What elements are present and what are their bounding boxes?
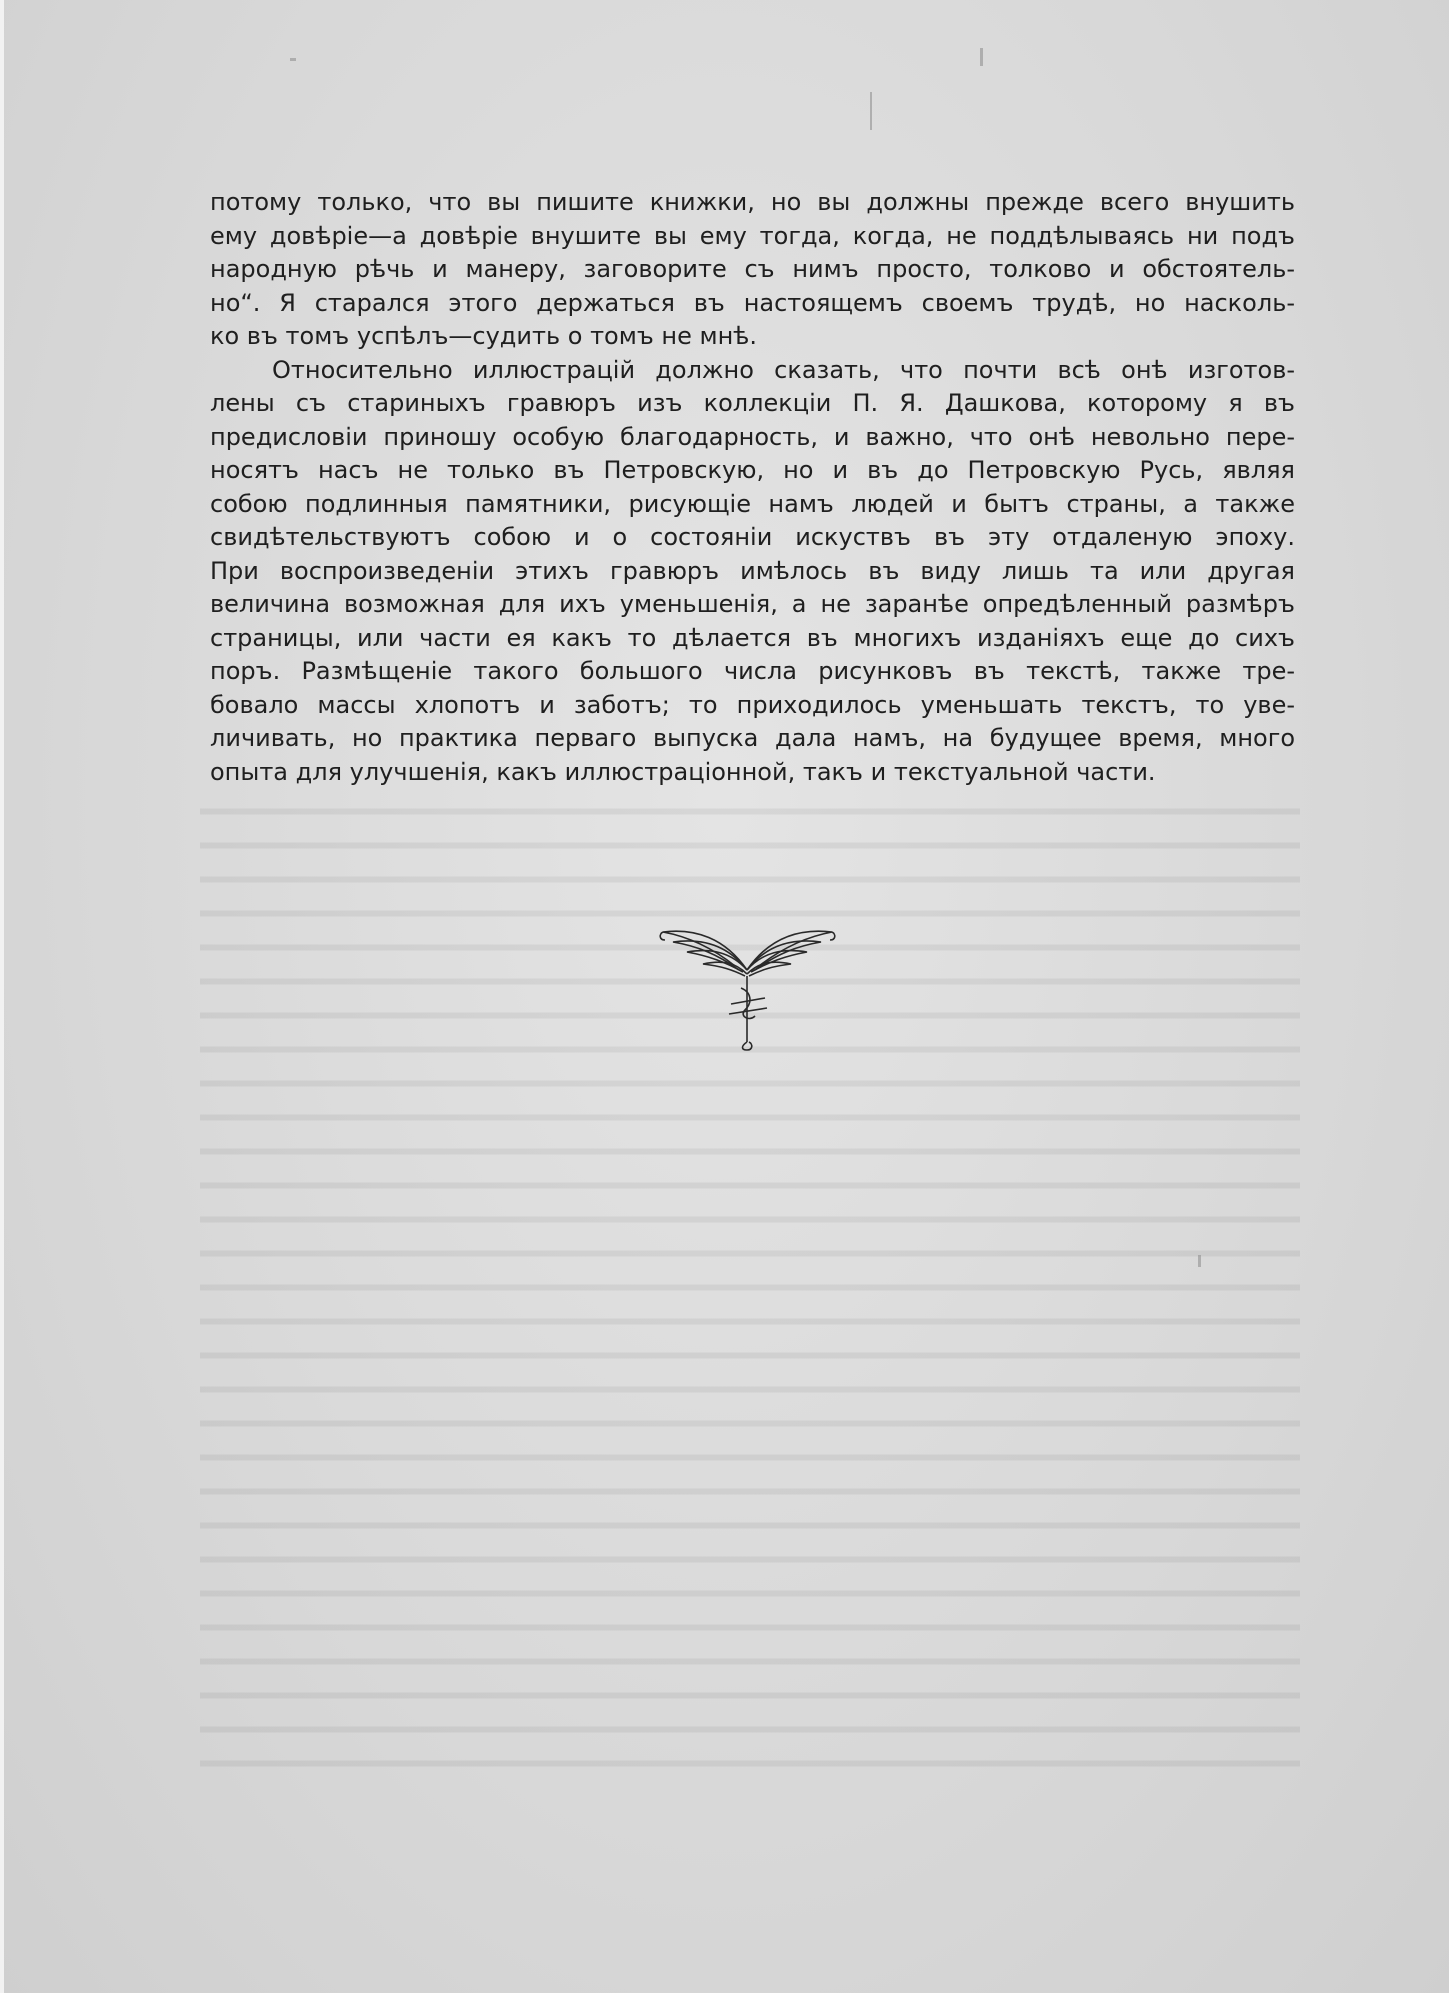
text-line: свидѣтельствуютъ собою и о состояніи искуствъ въ эту отдаленую эпоху. xyxy=(210,523,1295,551)
paragraph-1 xyxy=(210,186,1295,354)
text-line: личивать, но практика перваго выпуска дала намъ, на будущее время, много xyxy=(210,724,1295,752)
text-line: лены съ стариныхъ гравюръ изъ коллекціи П. Я. Дашкова, которому я въ xyxy=(210,389,1295,417)
text-line: народную рѣчь и манеру, заговорите съ нимъ просто, толково и обстоятель- xyxy=(210,255,1295,283)
text-line: Относительно иллюстрацій должно сказать, что почти всѣ онѣ изготов- xyxy=(272,355,1295,384)
text-line: ему довѣріе—а довѣріе внушите вы ему тогда, когда, не поддѣлываясь ни подъ xyxy=(210,221,1295,250)
text-line: предисловіи приношу особую благодарность, и важно, что онѣ невольно пере- xyxy=(210,422,1295,451)
paper-speck xyxy=(870,92,872,130)
paper-speck xyxy=(980,48,983,66)
text-line: поръ. Размѣщеніе такого большого числа рисунковъ въ текстѣ, также тре- xyxy=(210,657,1295,685)
paragraph-2 xyxy=(210,354,1295,790)
text-line: собою подлинныя памятники, рисующіе намъ людей и бытъ страны, а также xyxy=(210,489,1295,518)
text-line: ко въ томъ успѣлъ—судить о томъ не мнѣ. xyxy=(210,322,758,350)
text-line: потому только, что вы пишите книжки, но вы должны прежде всего внушить xyxy=(210,188,1295,216)
text-line: но“. Я старался этого держаться въ настоящемъ своемъ трудѣ, но насколь- xyxy=(210,288,1295,317)
text-line: носятъ насъ не только въ Петровскую, но и въ до Петровскую Русь, являя xyxy=(210,456,1295,484)
decorative-ornament-icon xyxy=(655,918,840,1053)
text-line: При воспроизведеніи этихъ гравюръ имѣлось въ виду лишь та или другая xyxy=(210,556,1295,585)
page-edge xyxy=(0,0,4,1993)
text-line: величина возможная для ихъ уменьшенія, а не заранѣе опредѣленный размѣръ xyxy=(210,590,1295,618)
body-text xyxy=(210,186,1295,789)
text-line: страницы, или части ея какъ то дѣлается въ многихъ изданіяхъ еще до сихъ xyxy=(210,623,1295,652)
paper-speck xyxy=(1198,1255,1201,1267)
paper-speck xyxy=(290,58,296,61)
text-line: опыта для улучшенія, какъ иллюстраціонной, такъ и текстуальной части. xyxy=(210,757,1156,786)
text-line: бовало массы хлопотъ и заботъ; то приходилось уменьшать текстъ, то уве- xyxy=(210,690,1295,719)
